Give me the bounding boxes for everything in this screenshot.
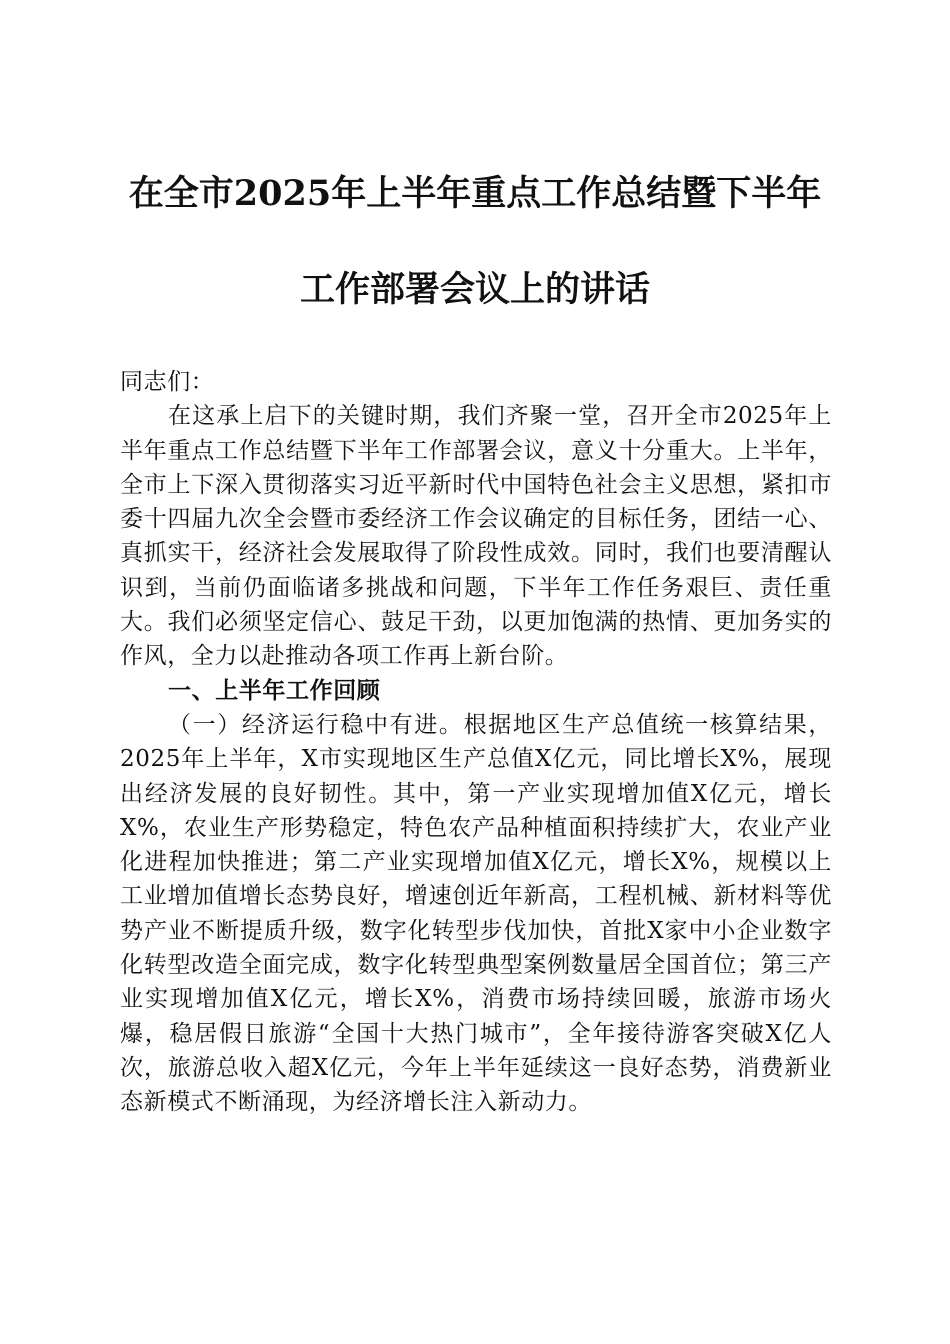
opening-paragraph: 在这承上启下的关键时期，我们齐聚一堂，召开全市2025年上半年重点工作总结暨下半年工作部署会议，意义十分重大。上半年，全市上下深入贯彻落实习近平新时代中国特色社会主义思想，紧扣市委十四届九次全会暨市委经济工作会议确定的目标任务，团结一心、真抓实干，经济社会发展取得了阶段性成效。同时，我们也要清醒认识到，当前仍面临诸多挑战和问题，下半年工作任务艰巨、责任重大。我们必须坚定信心、鼓足干劲，以更加饱满的热情、更加务实的作风，全力以赴推动各项工作再上新台阶。 xyxy=(120,403,832,670)
document-title-line-2: 工作部署会议上的讲话 xyxy=(299,269,650,310)
economy-paragraph: （一）经济运行稳中有进。根据地区生产总值统一核算结果，2025年上半年，X市实现地区生产总值X亿元，同比增长X%，展现出经济发展的良好韧性。其中，第一产业实现增加值X亿元，增长X%，农业生产形势稳定，特色农产品种植面积持续扩大，农业产业化进程加快推进；第二产业实现增加值X亿元，增长X%，规模以上工业增加值增长态势良好，增速创近年新高，工程机械、新材料等优势产业不断提质升级，数字化转型步伐加快，首批X家中小企业数字化转型改造全面完成，数字化转型典型案例数量居全国首位；第三产业实现增加值X亿元，增长X%，消费市场持续回暖，旅游市场火爆，稳居假日旅游“全国十大热门城市”，全年接待游客突破X亿人次，旅游总收入超X亿元，今年上半年延续这一良好态势，消费新业态新模式不断涌现，为经济增长注入新动力。 xyxy=(120,711,832,1116)
salutation: 同志们： xyxy=(120,369,215,395)
section-heading: 一、上半年工作回顾 xyxy=(168,677,381,704)
document-title-line-1: 在全市2025年上半年重点工作总结暨下半年 xyxy=(128,173,822,214)
document-body xyxy=(120,365,832,1120)
